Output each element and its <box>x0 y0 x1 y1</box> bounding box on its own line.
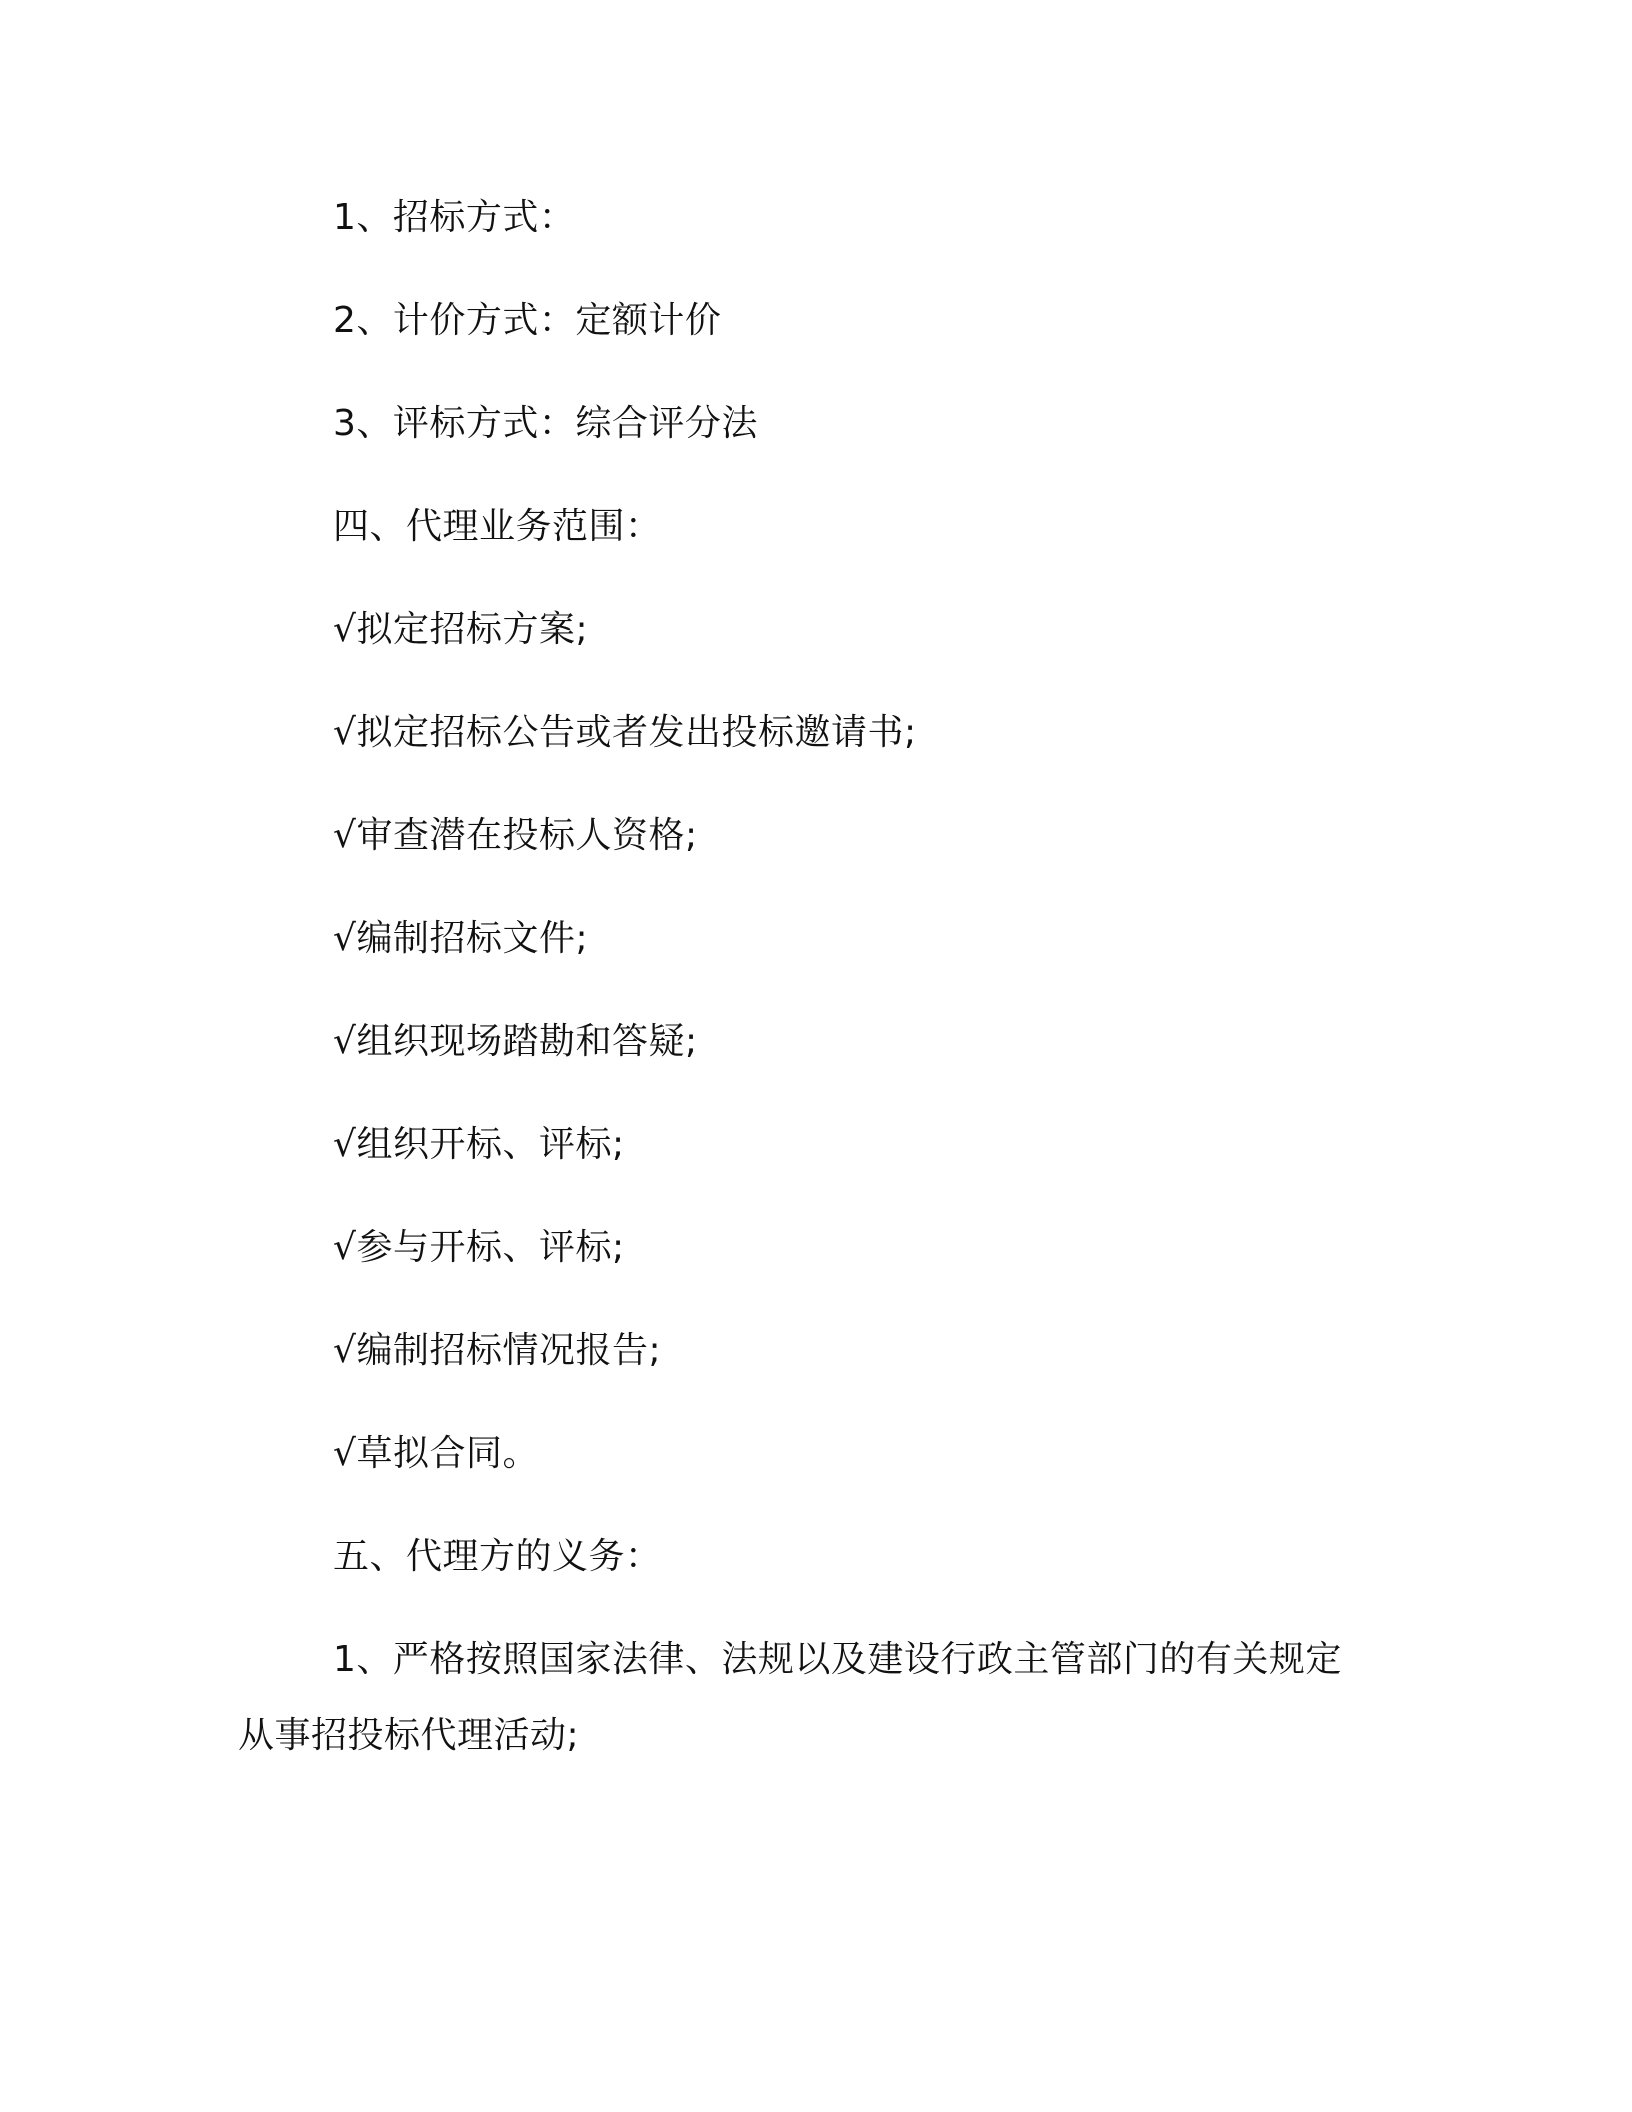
scope-item-7: √参与开标、评标; <box>333 1227 625 1268</box>
obligation-1-line-2: 从事招投标代理活动; <box>238 1715 580 1756</box>
bidding-method-line: 1、招标方式： <box>333 197 576 238</box>
pricing-method-line: 2、计价方式：定额计价 <box>333 300 722 341</box>
section-five-heading: 五、代理方的义务： <box>333 1536 662 1577</box>
scope-item-1: √拟定招标方案; <box>333 609 589 650</box>
section-four-heading: 四、代理业务范围： <box>333 506 662 547</box>
scope-item-6: √组织开标、评标; <box>333 1124 625 1165</box>
obligation-1-line-1: 1、严格按照国家法律、法规以及建设行政主管部门的有关规定 <box>333 1639 1342 1680</box>
scope-item-2: √拟定招标公告或者发出投标邀请书; <box>333 712 917 753</box>
scope-item-3: √审查潜在投标人资格; <box>333 815 698 856</box>
scope-item-5: √组织现场踏勘和答疑; <box>333 1021 698 1062</box>
scope-item-9: √草拟合同。 <box>333 1433 539 1474</box>
scope-item-4: √编制招标文件; <box>333 918 589 959</box>
scope-item-8: √编制招标情况报告; <box>333 1330 662 1371</box>
evaluation-method-line: 3、评标方式：综合评分法 <box>333 403 758 444</box>
